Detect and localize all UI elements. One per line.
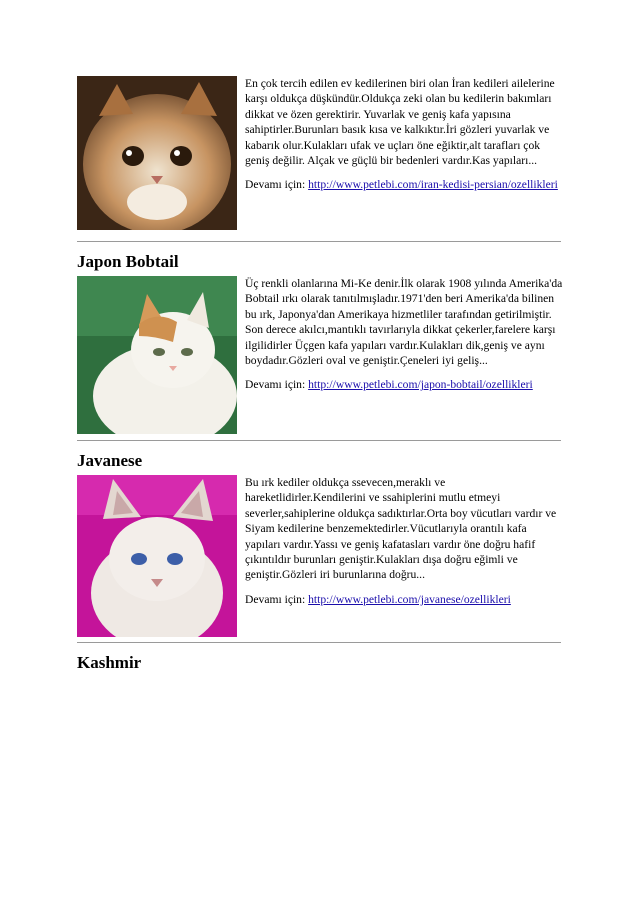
heading-javanese: Javanese <box>77 451 143 470</box>
javanese-more-label: Devamı için: <box>245 592 306 606</box>
heading-kashmir: Kashmir <box>77 653 142 672</box>
persian-description: En çok tercih edilen ev kedilerinen biri olan İran kedileri ailelerine karşı oldukça düşkündür.Oldukça zeki olan bu kedilerin bakımları dikkat ve özen gerektirir. Yuvarlak ve geniş kafa yapısına sahiptirler.Burunları basık kısa ve kalkıktır.İri gözleri yuvarlak ve kabarık olur.Kulakları ufak ve uçları öne eğiktir,alt tarafları çok geniş değilir. Alçak ve güçlü bir bedenleri vardır.Kas yapıları... <box>245 77 555 168</box>
japon-bobtail-more-label: Devamı için: <box>245 378 306 392</box>
japon-bobtail-text-block <box>245 276 563 402</box>
persian-cat-photo <box>77 76 237 230</box>
divider-3 <box>77 642 561 643</box>
javanese-cat-photo <box>77 475 237 637</box>
japon-bobtail-link[interactable]: http://www.petlebi.com/japon-bobtail/ozellikleri <box>308 378 533 392</box>
japon-bobtail-cat-photo <box>77 276 237 434</box>
japon-bobtail-more-line <box>245 377 563 392</box>
persian-more-line <box>245 177 563 192</box>
javanese-link[interactable]: http://www.petlebi.com/javanese/ozellikleri <box>308 592 511 606</box>
javanese-text-block <box>245 475 563 616</box>
persian-link[interactable]: http://www.petlebi.com/iran-kedisi-persian/ozellikleri <box>308 178 558 192</box>
divider-1 <box>77 241 561 242</box>
japon-bobtail-description: Üç renkli olanlarına Mi-Ke denir.İlk olarak 1908 yılında Amerika'da Bobtail ırkı olarak tanıtılmışladır.1971'den beri Amerika'da bilinen bu ırk, Japonya'dan Amerikaya hizmetliler tarafından getirilmiştir. Son derece akılcı,mantıklı tavırlarıyla dikkat çekerler,farelere karşı ilgilidirler Üçgen kafa yapıları vardır.Kulakları dik,geniş ve aynı boydadır.Gözleri oval ve geniştir.Çeneleri iyi geliş... <box>245 277 563 368</box>
persian-more-label: Devamı için: <box>245 178 306 192</box>
persian-text-block <box>245 76 563 202</box>
divider-2 <box>77 440 561 441</box>
heading-japon-bobtail: Japon Bobtail <box>77 252 179 271</box>
javanese-more-line <box>245 592 563 607</box>
javanese-description: Bu ırk kediler oldukça ssevecen,meraklı ve hareketlidirler.Kendilerini ve ssahiplerini mutlu etmeyi severler,sahiplerine oldukça sadıktırlar.Orta boy vücutları vardır ve Siyam kedilerine benzemektedirler.Vücutlarıyla orantılı kafa yapıları vardır.Yassı ve geniş kafatasları vardır öne doğru hafif çıkıntıldır burunları geniştir.Kulakları dışa doğru eğimli ve geniştir.Gözleri iri burunlarına doğru... <box>245 476 557 582</box>
